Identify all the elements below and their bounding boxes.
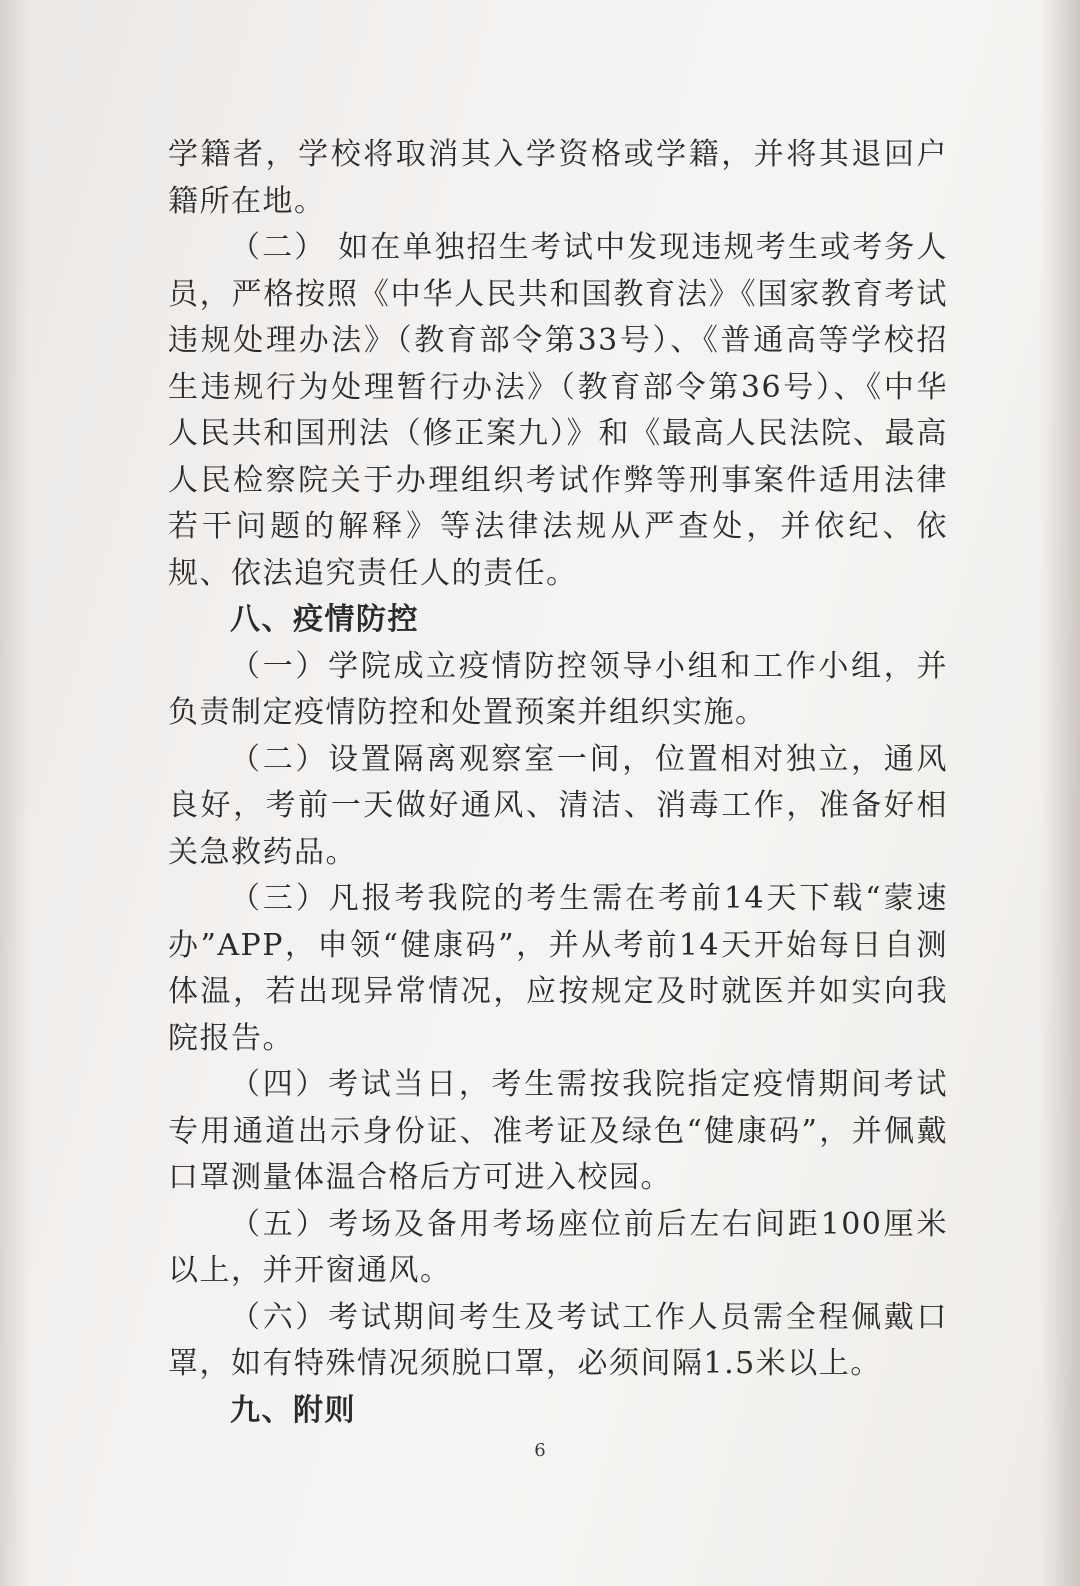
document-body (168, 132, 948, 1434)
page-shadow-right (1040, 0, 1080, 1586)
paragraph-epidemic-4: （四）考试当日，考生需按我院指定疫情期间考试专用通道出示身份证、准考证及绿色“健康码”，并佩戴口罩测量体温合格后方可进入校园。 (168, 1067, 948, 1195)
page-shadow-left (0, 0, 30, 1586)
section-heading-supplementary: 九、附则 (230, 1392, 356, 1428)
paragraph-epidemic-3: （三）凡报考我院的考生需在考前14天下载“蒙速办”APP，申领“健康码”，并从考前14天开始每日自测体温，若出现异常情况，应按规定及时就医并如实向我院报告。 (168, 881, 948, 1056)
paragraph-violation-handling: （二） 如在单独招生考试中发现违规考生或考务人员，严格按照《中华人民共和国教育法》《国家教育考试违规处理办法》（教育部令第33号）、《普通高等学校招生违规行为处理暂行办法》（教育部令第36号）、《中华人民共和国刑法（修正案九）》和《最高人民法院、最高人民检察院关于办理组织考试作弊等刑事案件适用法律若干问题的解释》等法律法规从严查处，并依纪、依规、依法追究责任人的责任。 (168, 230, 948, 591)
paragraph-epidemic-6: （六）考试期间考生及考试工作人员需全程佩戴口罩，如有特殊情况须脱口罩，必须间隔1.5米以上。 (168, 1299, 948, 1381)
paragraph-epidemic-1: （一）学院成立疫情防控领导小组和工作小组，并负责制定疫情防控和处置预案并组织实施。 (168, 648, 948, 730)
section-heading-epidemic-control: 八、疫情防控 (230, 602, 419, 637)
page-number: 6 (534, 1440, 546, 1461)
paragraph-continuation: 学籍者，学校将取消其入学资格或学籍，并将其退回户籍所在地。 (168, 137, 948, 219)
paragraph-epidemic-2: （二）设置隔离观察室一间，位置相对独立，通风良好，考前一天做好通风、清洁、消毒工作，准备好相关急救药品。 (168, 741, 948, 870)
paragraph-epidemic-5: （五）考场及备用考场座位前后左右间距100厘米以上，并开窗通风。 (168, 1206, 948, 1288)
